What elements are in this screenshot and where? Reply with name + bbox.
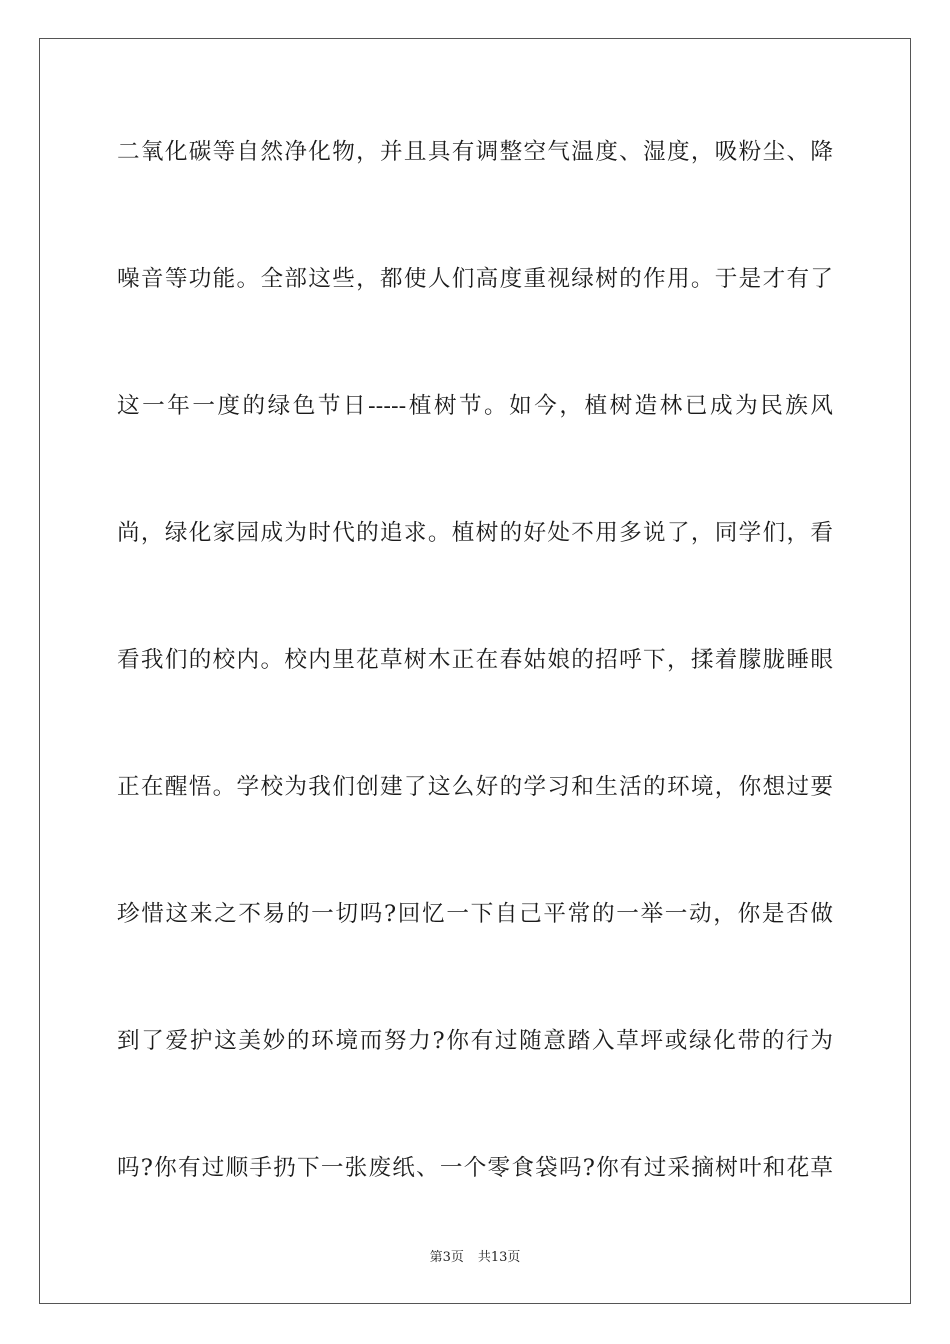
text-line-4: 尚，绿化家园成为时代的追求。植树的好处不用多说了，同学们，看 [117,520,833,546]
text-line-9: 吗?你有过顺手扔下一张废纸、一个零食袋吗?你有过采摘树叶和花草 [117,1155,833,1181]
text-line-5: 看我们的校内。校内里花草树木正在春姑娘的招呼下，揉着朦胧睡眼 [117,647,833,673]
text-line-3: 这一年一度的绿色节日-----植树节。如今，植树造林已成为民族风 [117,393,833,419]
page-number: 第3页 [429,1250,464,1265]
page-total: 共13页 [477,1250,521,1265]
document-body [117,128,833,1271]
text-line-2: 噪音等功能。全部这些，都使人们高度重视绿树的作用。于是才有了 [117,266,833,292]
text-line-6: 正在醒悟。学校为我们创建了这么好的学习和生活的环境，你想过要 [117,774,833,800]
page-footer [0,1246,950,1265]
text-line-7: 珍惜这来之不易的一切吗?回忆一下自己平常的一举一动，你是否做 [117,901,833,927]
text-line-1: 二氧化碳等自然净化物，并且具有调整空气温度、湿度，吸粉尘、降 [117,139,833,165]
text-line-8: 到了爱护这美妙的环境而努力?你有过随意踏入草坪或绿化带的行为 [117,1028,833,1054]
